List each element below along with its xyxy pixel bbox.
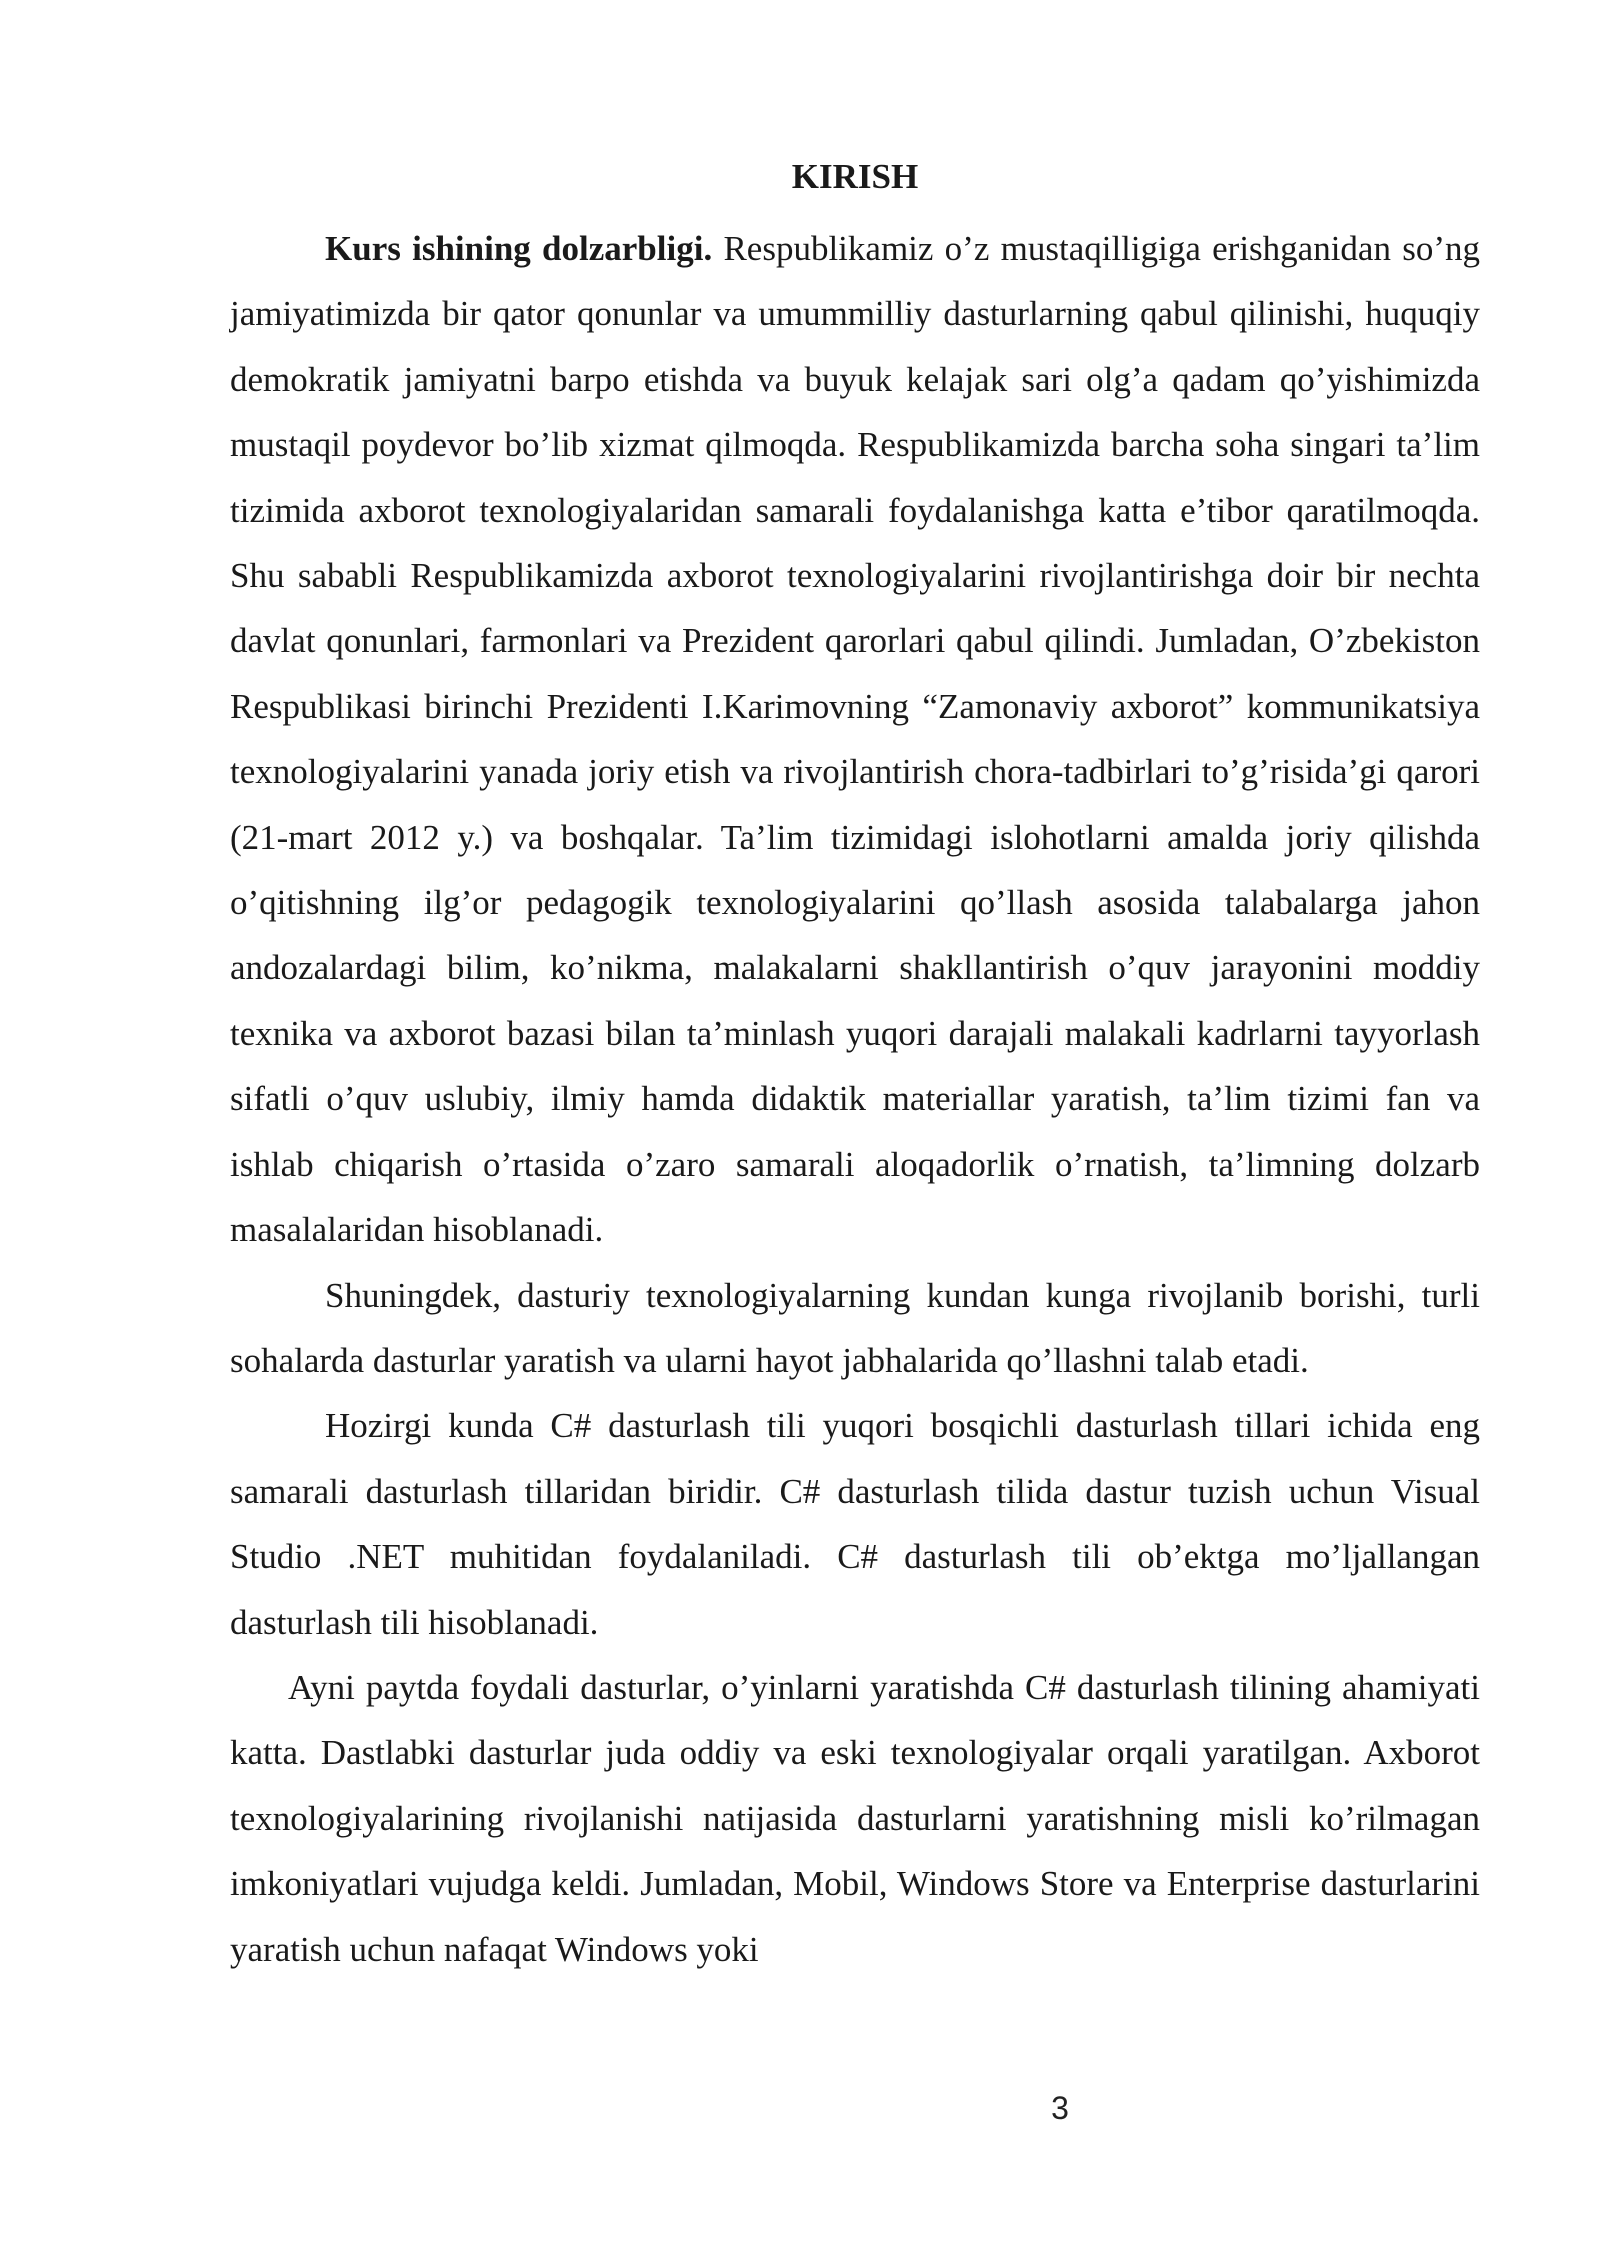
document-page [230, 150, 1480, 1982]
paragraph-lead: Kurs ishining dolzarbligi. [325, 229, 713, 268]
paragraph-applications: Ayni paytda foydali dasturlar, o’yinlarni yaratishda C# dasturlash tilining ahamiyati katta. Dastlabki dasturlar juda oddiy va eski texnologiyalar orqali yaratilgan. Axborot texnologiyalarining rivojlanishi natijasida dasturlarni yaratishning misli ko’rilmagan imkoniyatlari vujudga keldi. Jumladan, Mobil, Windows Store va Enterprise dasturlarini yaratish uchun nafaqat Windows yoki [230, 1667, 1480, 1969]
section-title: KIRISH [791, 157, 919, 196]
paragraph-relevance [230, 216, 1480, 1263]
page-number: 3 [1051, 2090, 1069, 2126]
paragraph-software-development: Shuningdek, dasturiy texnologiyalarning kundan kunga rivojlanib borishi, turli sohalarda dasturlar yaratish va ularni hayot jabhalarida qo’llashni talab etadi. [230, 1275, 1480, 1380]
paragraph-csharp-language: Hozirgi kunda C# dasturlash tili yuqori bosqichli dasturlash tillari ichida eng samarali dasturlash tillaridan biridir. C# dasturlash tilida dastur tuzish uchun Visual Studio .NET muhitidan foydalaniladi. C# dasturlash tili ob’ektga mo’ljallangan dasturlash tili hisoblanadi. [230, 1406, 1480, 1642]
paragraph-text: Respublikamiz o’z mustaqilligiga erishganidan so’ng jamiyatimizda bir qator qonunlar va umummilliy dasturlarning qabul qilinishi, huquqiy demokratik jamiyatni barpo etishda va buyuk kelajak sari olg’a qadam qo’yishimizda mustaqil poydevor bo’lib xizmat qilmoqda. Respublikamizda barcha soha singari ta’lim tizimida axborot texnologiyalaridan samarali foydalanishga katta e’tibor qaratilmoqda. Shu sababli Respublikamizda axborot texnologiyalarini rivojlantirishga doir bir nechta davlat qonunlari, farmonlari va Prezident qarorlari qabul qilindi. Jumladan, O’zbekiston Respublikasi birinchi Prezidenti I.Karimovning “Zamonaviy axborot” kommunikatsiya texnologiyalarini yanada joriy etish va rivojlantirish chora-tadbirlari to’g’risida’gi qarori (21-mart 2012 y.) va boshqalar. Ta’lim tizimidagi islohotlarni amalda joriy qilishda o’qitishning ilg’or pedagogik texnologiyalarini qo’llash asosida talabalarga jahon andozalardagi bilim, ko’nikma, malakalarni shakllantirish o’quv jarayonini moddiy texnika va axborot bazasi bilan ta’minlash yuqori darajali malakali kadrlarni tayyorlash sifatli o’quv uslubiy, ilmiy hamda didaktik materiallar yaratish, ta’lim tizimi fan va ishlab chiqarish o’rtasida o’zaro samarali aloqadorlik o’rnatish, ta’limning dolzarb masalalaridan hisoblanadi. [230, 229, 1480, 1250]
